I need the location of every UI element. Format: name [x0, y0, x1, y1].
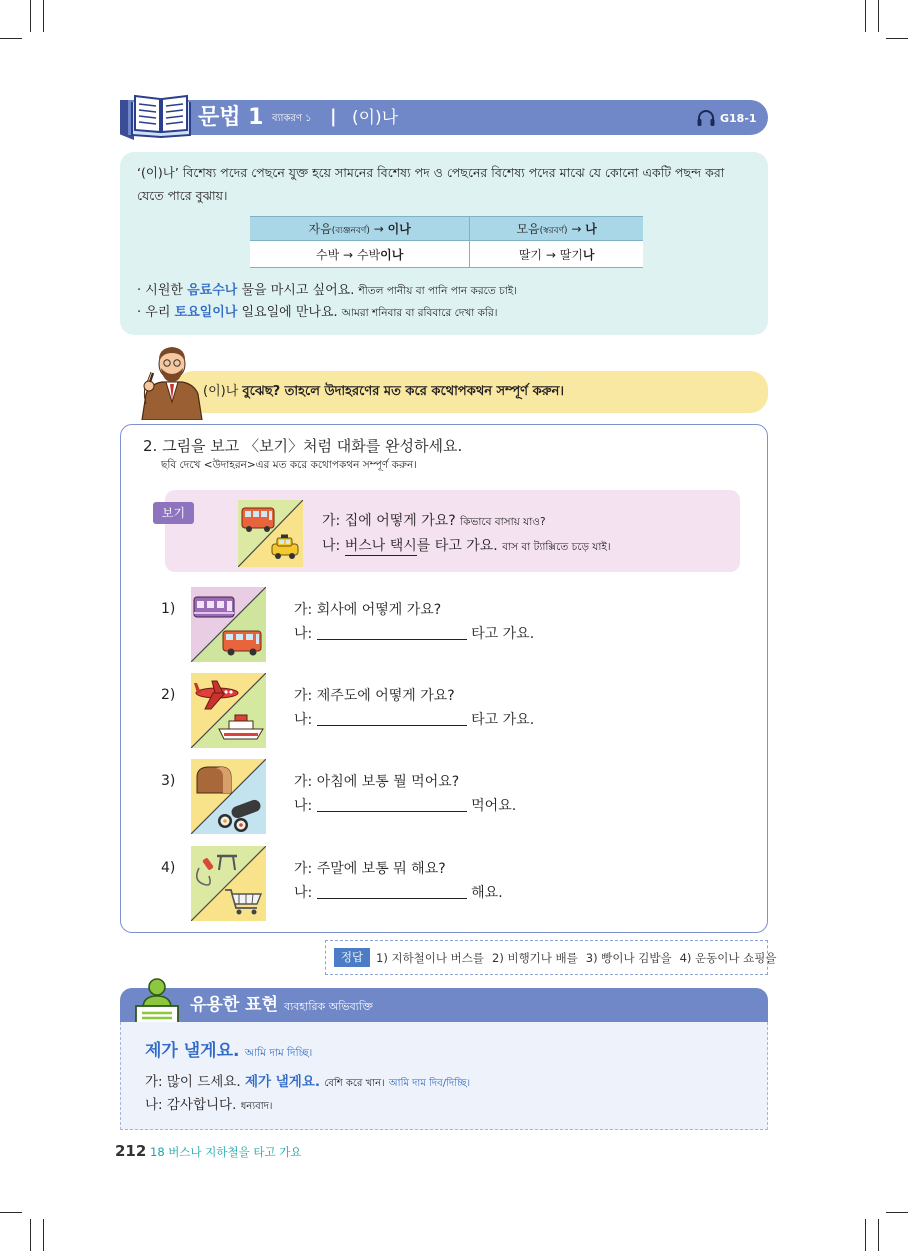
item-number: 2): [161, 687, 176, 703]
arrow: →: [373, 221, 384, 236]
table-header-consonant: [250, 217, 470, 241]
grammar-label-bn: ব্যাকরণ ১: [272, 113, 312, 124]
item-answer: [294, 796, 516, 816]
cell-ending: 나: [582, 247, 595, 262]
header-ending: 이나: [387, 221, 411, 236]
grammar-topic: (이)나: [352, 108, 399, 128]
sentence-text: 시원한: [145, 283, 183, 298]
table-row: [250, 241, 643, 268]
answer-key-item: 4) 운동이나 쇼핑을: [679, 951, 777, 965]
item-question: 가: 회사에 어떻게 가요?: [294, 602, 442, 618]
exercise-item: [151, 846, 751, 922]
table-cell: [470, 241, 643, 268]
crop-mark: [43, 1219, 44, 1251]
answer-blank[interactable]: [317, 796, 467, 812]
sentence-text: 물을 마시고 싶어요.: [241, 283, 355, 298]
airplane-ship-picture: [191, 673, 266, 748]
cell-base: 수박: [316, 247, 340, 262]
answer-bn: বাস বা ট্যাক্সিতে চড়ে যাই।: [502, 541, 611, 553]
crop-mark: [0, 38, 22, 39]
bullet: ·: [137, 283, 142, 298]
phrase-bn: আমি দাম দিচ্ছি।: [244, 1047, 313, 1059]
item-number: 1): [161, 601, 176, 617]
dialogue-key: 제가 낼게요.: [244, 1074, 321, 1090]
crop-mark: [30, 1219, 31, 1251]
exercise-item: [151, 587, 751, 663]
crop-mark: [30, 0, 31, 32]
prompt-bar: [175, 371, 768, 413]
sentence-text: 일요일에 만나요.: [241, 305, 338, 320]
example-label: 보기: [153, 502, 194, 524]
answer-underlined: 버스나 택시: [344, 538, 417, 554]
dialogue-bn: বেশি করে খান।: [324, 1078, 385, 1089]
dialogue-ko: 많이 드세요.: [166, 1074, 241, 1090]
answer-key-box: [325, 940, 777, 975]
arrow: →: [343, 247, 354, 262]
sentence-text: 우리: [145, 305, 171, 320]
example-sentence: [137, 281, 517, 301]
useful-title-bn: ব্যবহারিক অভিব্যক্তি: [283, 1000, 373, 1013]
exercise-title: 2. 그림을 보고 〈보기〉처럼 대화를 완성하세요.: [143, 437, 463, 455]
dialogue-bn-key: আমি দাম দিব/দিচ্ছি।: [388, 1078, 471, 1089]
explanation-line: ‘(이)나’ বিশেষ্য পদের পেছনে যুক্ত হয়ে সামনের বিশেষ্য পদ ও পেছনের বিশেষ্য পদের মাঝে যে কোনো একটি পছন্দ করা: [137, 165, 725, 180]
answer-rest: 를 타고 가요.: [416, 538, 498, 554]
highlight-word: 음료수나: [187, 283, 238, 298]
answer-speaker: 나:: [294, 626, 313, 642]
teacher-illustration: [136, 342, 208, 420]
dialogue-line: [145, 1095, 272, 1117]
page-number: 212: [115, 1142, 147, 1160]
answer-key-text: [376, 949, 784, 967]
crop-mark: [878, 0, 879, 32]
answer-key-item: 2) 비행기나 배를: [492, 951, 578, 965]
answer-speaker: 나:: [294, 712, 313, 728]
answer-speaker: 나:: [294, 798, 313, 814]
useful-body: [120, 1022, 768, 1130]
answer-key-item: 1) 지하철이나 버스를: [376, 951, 484, 965]
dialogue-speaker: 나:: [145, 1097, 163, 1113]
crop-mark: [886, 38, 908, 39]
book-icon: [130, 92, 192, 138]
table-header-vowel: [470, 217, 643, 241]
subway-bus-picture: [191, 587, 266, 662]
crop-mark: [43, 0, 44, 32]
item-question: 가: 제주도에 어떻게 가요?: [294, 688, 455, 704]
useful-phrase: [145, 1039, 312, 1065]
answer-key-item: 3) 빵이나 김밥을: [585, 951, 672, 965]
item-number: 3): [161, 773, 176, 789]
crop-mark: [886, 1212, 908, 1213]
prompt-bn: বুঝেছ? তাহলে উদাহরণের মত করে কথোপকথন সম্পূর্ণ করুন।: [242, 384, 565, 399]
exercise-item: [151, 759, 751, 835]
cell-stem: 수박: [356, 247, 381, 262]
explanation-box: [120, 152, 768, 335]
bus-taxi-picture: [238, 500, 303, 567]
exercise-box: [120, 424, 768, 933]
crop-mark: [865, 0, 866, 32]
exercise-shopping-picture: [191, 846, 266, 921]
item-question: 가: 주말에 보통 뭐 해요?: [294, 861, 446, 877]
question-ko: 가: 집에 어떻게 가요?: [322, 513, 456, 529]
arrow: →: [545, 247, 556, 262]
phrase-ko: 제가 낼게요.: [145, 1041, 240, 1061]
cell-base: 딸기: [518, 247, 543, 262]
table-cell: [250, 241, 470, 268]
header-word: 자음: [308, 221, 332, 236]
header-note: (ব্যঞ্জনবর্ণ): [331, 225, 370, 236]
item-answer: [294, 624, 534, 644]
example-question: [322, 511, 546, 532]
answer-suffix: 해요.: [471, 885, 503, 901]
crop-mark: [878, 1219, 879, 1251]
exercise-subtitle: ছবি দেখে <উদাহরন>এর মত করে কথোপকথন সম্পূর্ণ করুন।: [161, 459, 417, 471]
chapter-title: 18 버스나 지하철을 타고 가요: [150, 1145, 302, 1159]
table-header-row: [250, 217, 643, 241]
highlight-word: 토요일이나: [174, 305, 238, 320]
answer-blank[interactable]: [317, 710, 467, 726]
person-at-desk-icon: [132, 976, 182, 1026]
audio-track-label[interactable]: G18-1: [720, 112, 757, 125]
bread-gimbap-picture: [191, 759, 266, 834]
bullet: ·: [137, 305, 142, 320]
answer-blank[interactable]: [317, 883, 467, 899]
useful-title-ko: 유용한 표현: [190, 995, 279, 1015]
answer-speaker: 나:: [322, 538, 341, 554]
dialogue-line: [145, 1072, 470, 1094]
dialogue-bn: ধন্যবাদ।: [240, 1101, 273, 1112]
crop-mark: [0, 1212, 22, 1213]
translation-bn: শীতল পানীয় বা পানি পান করতে চাই।: [358, 285, 517, 297]
cell-ending: 이나: [380, 247, 404, 262]
prompt-text: [203, 382, 564, 402]
item-answer: [294, 883, 503, 903]
item-question: 가: 아침에 보통 뭘 먹어요?: [294, 774, 460, 790]
answer-blank[interactable]: [317, 624, 467, 640]
question-bn: কিভাবে বাসায় যাও?: [460, 516, 546, 528]
headphones-icon[interactable]: [696, 108, 716, 128]
prompt-ko: (이)나: [203, 384, 239, 399]
header-divider: |: [330, 106, 337, 127]
cell-stem: 딸기: [559, 247, 583, 262]
header-word: 모음: [516, 221, 540, 236]
crop-mark: [865, 1219, 866, 1251]
explanation-line: যেতে পারে বুঝায়।: [137, 188, 228, 203]
translation-bn: আমরা শনিবার বা রবিবারে দেখা করি।: [341, 307, 498, 319]
answer-suffix: 타고 가요.: [471, 626, 535, 642]
example-sentence: [137, 303, 498, 323]
grammar-title: 문법 1: [198, 105, 264, 130]
subway-train: [194, 597, 234, 617]
item-number: 4): [161, 860, 176, 876]
answer-suffix: 먹어요.: [471, 798, 517, 814]
bus: [242, 508, 274, 532]
dialogue-speaker: 가:: [145, 1074, 163, 1090]
dialogue-ko: 감사합니다.: [166, 1097, 237, 1113]
bread: [197, 767, 231, 793]
header-note: (স্বরবর্ণ): [539, 225, 568, 236]
example-box: [165, 490, 740, 572]
example-answer: [322, 536, 611, 557]
answer-speaker: 나:: [294, 885, 313, 901]
answer-suffix: 타고 가요.: [471, 712, 535, 728]
conjugation-table: [250, 216, 643, 268]
exercise-item: [151, 673, 751, 749]
item-answer: [294, 710, 534, 730]
useful-title: [190, 993, 373, 1019]
answer-key-label: 정답: [334, 948, 370, 967]
header-ending: 나: [585, 221, 597, 236]
arrow: →: [571, 221, 582, 236]
